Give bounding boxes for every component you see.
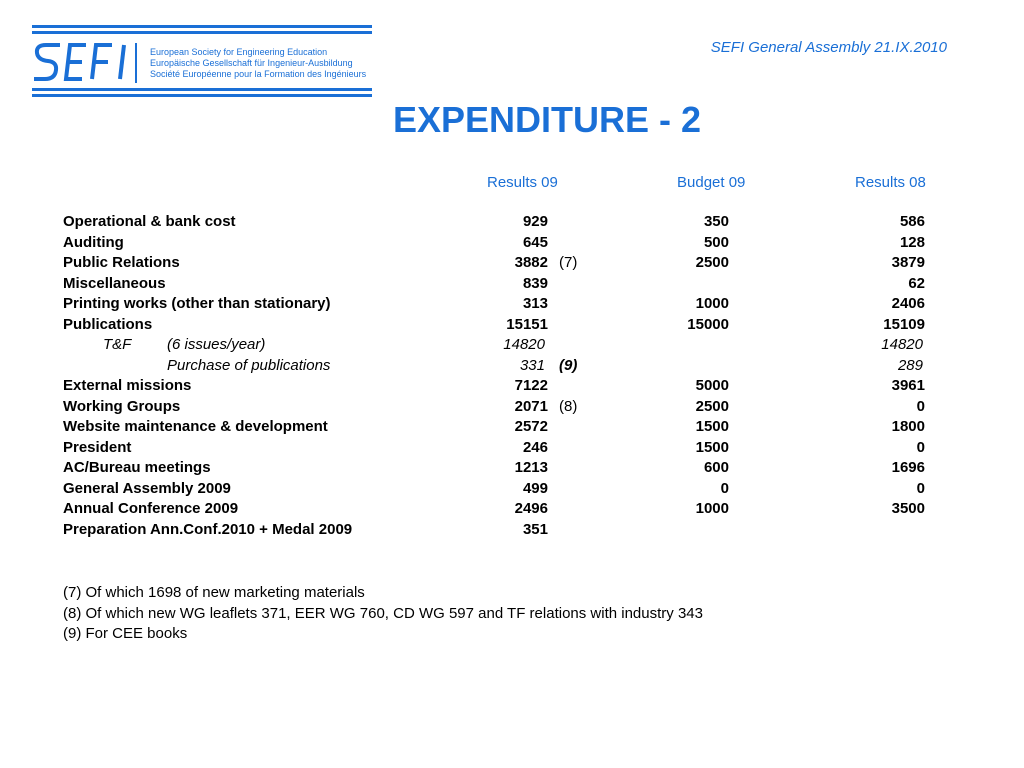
cell-results-08: 3500 [891, 500, 925, 517]
logo-letter-e [66, 45, 86, 79]
cell-note: (7) [559, 254, 578, 271]
cell-results-09: 3882 [514, 254, 548, 271]
logo-text [150, 47, 366, 80]
table-row [0, 336, 1024, 357]
cell-results-09: 839 [522, 274, 548, 292]
logo-band [32, 31, 372, 34]
cell-budget-09: 1000 [695, 295, 729, 312]
row-label: General Assembly 2009 [63, 479, 231, 497]
logo-letter-f [92, 45, 112, 79]
cell-budget-09: 1500 [695, 438, 729, 456]
column-header-results-09: Results 09 [487, 174, 558, 191]
row-prefix: T&F [103, 336, 132, 353]
cell-results-09: 15151 [506, 315, 548, 333]
cell-results-08: 0 [916, 438, 925, 456]
footnote-7: (7) Of which 1698 of new marketing materials [63, 584, 365, 601]
table-row [0, 459, 1024, 480]
header-note: SEFI General Assembly 21.IX.2010 [710, 39, 947, 56]
row-label: Operational & bank cost [63, 213, 236, 230]
table-row [0, 275, 1024, 296]
cell-budget-09: 600 [703, 459, 729, 476]
logo-band [32, 88, 372, 91]
cell-note: (8) [559, 397, 578, 415]
footnote-9: (9) For CEE books [63, 625, 188, 642]
cell-results-08: 14820 [881, 336, 923, 353]
cell-results-09: 499 [522, 479, 548, 497]
cell-budget-09: 2500 [695, 397, 729, 415]
expenditure-table [0, 213, 1024, 541]
table-row [0, 418, 1024, 439]
cell-budget-09: 5000 [695, 377, 729, 394]
sefi-logo [32, 25, 372, 97]
cell-results-08: 2406 [891, 295, 925, 312]
row-label: Public Relations [63, 254, 180, 271]
row-label: Working Groups [63, 397, 181, 415]
table-row [0, 500, 1024, 521]
logo-band [32, 94, 372, 97]
cell-results-09: 331 [519, 356, 545, 374]
cell-budget-09: 2500 [695, 254, 729, 271]
cell-results-08: 289 [897, 356, 923, 374]
cell-budget-09: 1500 [695, 418, 729, 435]
cell-note: (9) [559, 356, 578, 374]
cell-results-09: 2572 [514, 418, 548, 435]
table-row [0, 316, 1024, 337]
table-row [0, 439, 1024, 460]
table-row [0, 254, 1024, 275]
cell-budget-09: 0 [720, 479, 729, 497]
logo-band [32, 25, 372, 28]
row-label: Miscellaneous [63, 274, 166, 292]
cell-results-09: 313 [522, 295, 548, 312]
footnotes [63, 583, 703, 645]
table-row [0, 480, 1024, 501]
table-row [0, 521, 1024, 542]
cell-results-09: 1213 [514, 459, 548, 476]
cell-results-08: 3879 [891, 254, 925, 271]
cell-results-08: 1800 [891, 418, 925, 435]
cell-results-09: 2071 [514, 397, 548, 415]
column-header-results-08: Results 08 [855, 174, 926, 191]
row-label: AC/Bureau meetings [63, 459, 211, 476]
cell-results-09: 2496 [514, 500, 548, 517]
cell-budget-09: 500 [703, 233, 729, 251]
row-label: Website maintenance & development [63, 418, 328, 435]
sefi-logo-mark [32, 39, 152, 85]
cell-results-08: 0 [916, 397, 925, 415]
row-label: Preparation Ann.Conf.2010 + Medal 2009 [63, 520, 353, 538]
cell-results-09: 929 [522, 213, 548, 230]
cell-results-09: 351 [522, 520, 548, 538]
row-label: President [63, 438, 132, 456]
cell-results-09: 14820 [503, 336, 545, 353]
table-row [0, 357, 1024, 378]
row-label: (6 issues/year) [167, 336, 266, 353]
cell-results-08: 62 [908, 274, 925, 292]
logo-line-de: Europäische Gesellschaft für Ingenieur-Ausbildung [150, 58, 353, 68]
cell-results-08: 0 [916, 479, 925, 497]
footnote-8: (8) Of which new WG leaflets 371, EER WG 760, CD WG 597 and TF relations with industry 343 [63, 604, 703, 622]
logo-letter-s [34, 45, 60, 79]
row-label: Printing works (other than stationary) [63, 295, 331, 312]
cell-results-08: 3961 [891, 377, 925, 394]
cell-results-09: 246 [522, 438, 548, 456]
cell-budget-09: 350 [703, 213, 729, 230]
column-header-budget-09: Budget 09 [677, 174, 746, 191]
logo-line-en: European Society for Engineering Education [150, 47, 328, 57]
table-row [0, 398, 1024, 419]
page-title: EXPENDITURE - 2 [392, 99, 702, 140]
cell-results-08: 586 [899, 213, 925, 230]
table-row [0, 234, 1024, 255]
cell-budget-09: 15000 [687, 315, 729, 333]
logo-letter-i [120, 45, 124, 79]
table-row [0, 213, 1024, 234]
row-label: Auditing [63, 233, 124, 251]
cell-results-08: 15109 [883, 315, 925, 333]
row-label: Purchase of publications [167, 356, 331, 374]
row-label: Publications [63, 315, 153, 333]
table-row [0, 295, 1024, 316]
cell-results-09: 645 [522, 233, 548, 251]
cell-results-08: 1696 [891, 459, 925, 476]
cell-results-09: 7122 [514, 377, 548, 394]
row-label: External missions [63, 377, 192, 394]
cell-results-08: 128 [899, 233, 925, 251]
logo-line-fr: Société Européenne pour la Formation des Ingénieurs [150, 69, 367, 79]
table-row [0, 377, 1024, 398]
row-label: Annual Conference 2009 [63, 500, 239, 517]
cell-budget-09: 1000 [695, 500, 729, 517]
